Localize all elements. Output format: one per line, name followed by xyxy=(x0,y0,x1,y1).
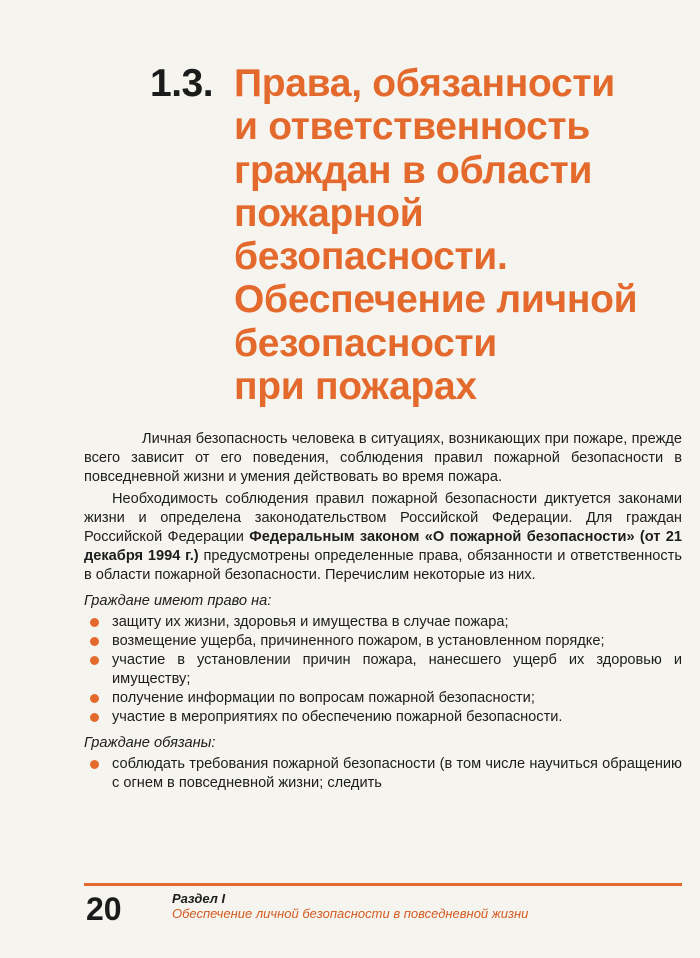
footer-section: Раздел I xyxy=(172,891,226,906)
footer-section-title: Обеспечение личной безопасности в повседневной жизни xyxy=(172,906,529,921)
section-title xyxy=(234,62,637,408)
list-item: получение информации по вопросам пожарной безопасности; xyxy=(84,689,682,708)
law-reference: Федеральным законом «О пожарной безопасности» (от 21 декабря 1994 г.) xyxy=(84,529,682,564)
body-text xyxy=(84,430,682,799)
section-number: 1.3. xyxy=(150,62,214,105)
duties-list xyxy=(84,755,682,793)
title-line: и ответственность xyxy=(234,105,591,149)
paragraph-text: предусмотрены определенные права, обязанности и ответственность в области пожарной безопасности. Перечислим некоторые из них. xyxy=(84,548,682,583)
bullet-icon xyxy=(90,656,99,665)
title-line: безопасности. xyxy=(234,235,508,279)
bullet-icon xyxy=(90,713,99,722)
rights-list xyxy=(84,613,682,727)
title-line: безопасности xyxy=(234,321,497,365)
page-number: 20 xyxy=(86,891,122,927)
list-item: возмещение ущерба, причиненного пожаром, в установленном порядке; xyxy=(84,632,682,651)
bullet-icon xyxy=(90,618,99,627)
bullet-icon xyxy=(90,760,99,769)
title-line: пожарной xyxy=(234,191,424,235)
list-item: участие в установлении причин пожара, нанесшего ущерб их здоровью и имуществу; xyxy=(84,651,682,689)
title-line: Права, обязанности xyxy=(234,62,615,105)
duties-label: Граждане обязаны: xyxy=(84,735,216,751)
list-item: участие в мероприятиях по обеспечению пожарной безопасности. xyxy=(84,708,682,727)
bullet-icon xyxy=(90,637,99,646)
title-line: при пожарах xyxy=(234,365,477,409)
bullet-icon xyxy=(90,694,99,703)
list-item: защиту их жизни, здоровья и имущества в случае пожара; xyxy=(84,613,682,632)
list-item: соблюдать требования пожарной безопасности (в том числе научиться обращению с огнем в повседневной жизни; следить xyxy=(84,755,682,793)
paragraph-legislation xyxy=(84,490,682,585)
running-footer xyxy=(172,891,528,922)
title-line: граждан в области xyxy=(234,148,593,192)
title-line: Обеспечение личной xyxy=(234,278,638,322)
paragraph-personal-safety: Личная безопасность человека в ситуациях, возникающих при пожаре, прежде всего зависит от его поведения, соблюдения правил пожарной безопасности в повседневной жизни и умения действовать во время пожара. xyxy=(84,431,682,485)
paragraph-text: Необходимость соблюдения правил пожарной безопасности диктуется законами жизни и определена законодательством Российской Федерации. Для граждан Российской Федерации xyxy=(84,491,682,545)
rights-label: Граждане имеют право на: xyxy=(84,593,272,609)
footer-divider xyxy=(84,883,682,886)
